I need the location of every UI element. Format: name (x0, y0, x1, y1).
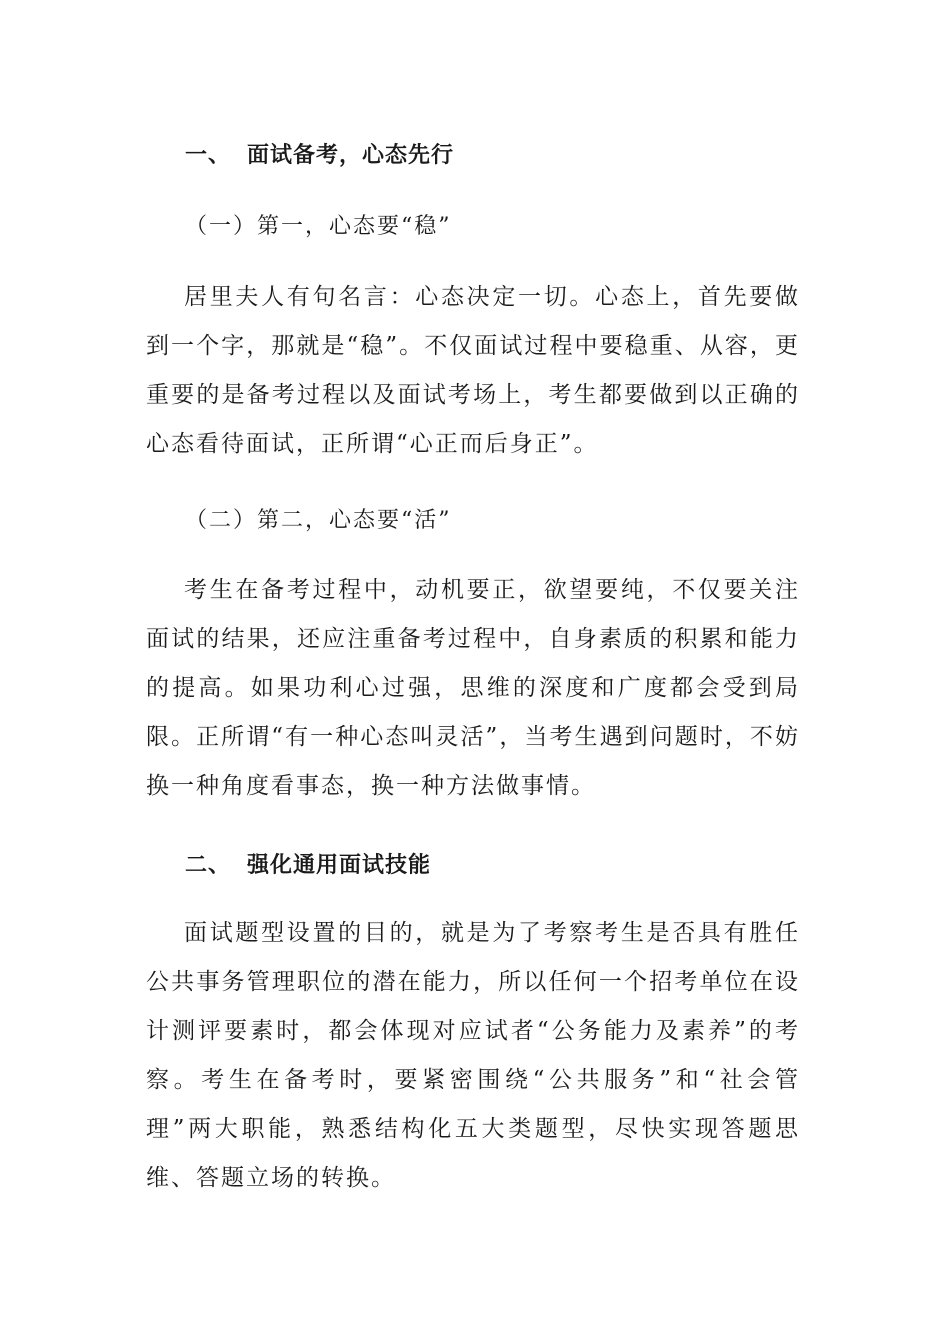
section-2-number: 二、 (185, 853, 232, 878)
section-2-heading (185, 848, 431, 879)
section-1-title: 面试备考，心态先行 (247, 143, 455, 168)
section-1-heading (185, 138, 454, 169)
section-1-number: 一、 (185, 143, 232, 168)
section-2-title: 强化通用面试技能 (247, 853, 432, 878)
section-1-subheading-1: （一）第一，心态要“稳” (185, 214, 452, 239)
section-2-paragraph-1: 面试题型设置的目的，就是为了考察考生是否具有胜任公共事务管理职位的潜在能力，所以任何一个招考单位在设计测评要素时，都会体现对应试者“公务能力及素养”的考察。考生在备考时，要紧密围绕“公共服务”和“社会管理”两大职能，熟悉结构化五大类题型，尽快实现答题思维、答题立场的转换。 (146, 920, 800, 1191)
section-1-subheading-2: （二）第二，心态要“活” (185, 508, 452, 533)
section-1-paragraph-1: 居里夫人有句名言：心态决定一切。心态上，首先要做到一个字，那就是“稳”。不仅面试过程中要稳重、从容，更重要的是备考过程以及面试考场上，考生都要做到以正确的心态看待面试，正所谓“心正而后身正”。 (146, 284, 800, 457)
section-1-paragraph-2: 考生在备考过程中，动机要正，欲望要纯，不仅要关注面试的结果，还应注重备考过程中，自身素质的积累和能力的提高。如果功利心过强，思维的深度和广度都会受到局限。正所谓“有一种心态叫灵活”，当考生遇到问题时，不妨换一种角度看事态，换一种方法做事情。 (146, 577, 800, 799)
